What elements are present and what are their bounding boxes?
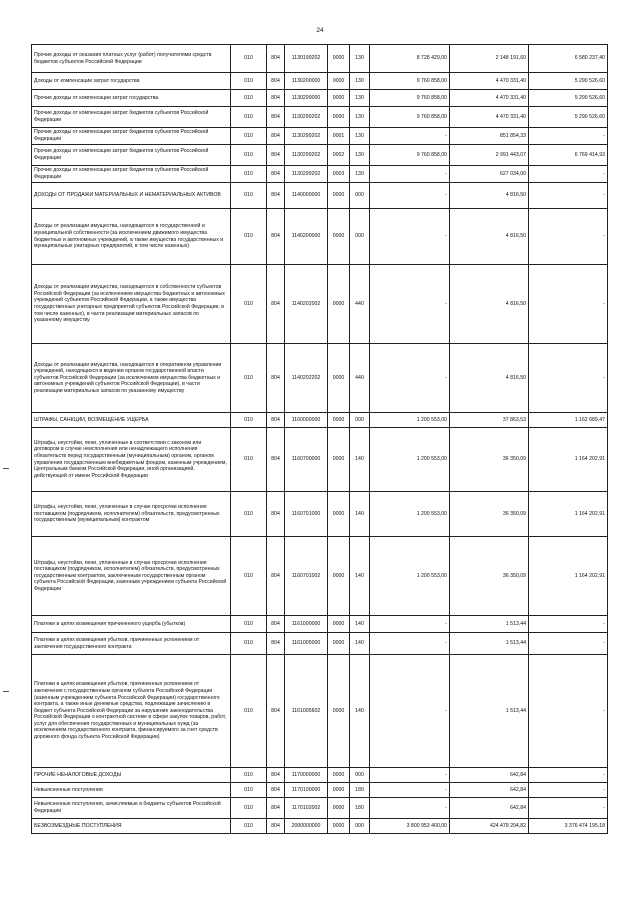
- row-revenue-code: 1161005000: [285, 633, 328, 655]
- row-remaining: 6 580 237,40: [529, 45, 608, 73]
- row-name: Штрафы, неустойки, пени, уплаченные в случае просрочки исполнения поставщиком (подрядчиком, исполнителем) обязательств, предусмотренных государственным контрактом, заключенным государственным органом субъекта Российской Федерации, казенным учреждением субъекта Российской Федерации: [32, 537, 231, 616]
- row-subtype-code: 0000: [328, 413, 350, 428]
- row-executed: 1 513,44: [450, 655, 529, 768]
- table-row: [32, 655, 608, 768]
- row-class-code: 130: [350, 145, 370, 166]
- row-line-code: 010: [231, 492, 267, 537]
- row-line-code: 010: [231, 768, 267, 783]
- row-revenue-code: 1130299202: [285, 107, 328, 128]
- row-name: ДОХОДЫ ОТ ПРОДАЖИ МАТЕРИАЛЬНЫХ И НЕМАТЕРИАЛЬНЫХ АКТИВОВ: [32, 183, 231, 209]
- table-row: [32, 768, 608, 783]
- row-name: Штрафы, неустойки, пени, уплаченные в случае просрочки исполнения поставщиком (подрядчиком, исполнителем) обязательств, предусмотренных государственным (муниципальным) контрактом: [32, 492, 231, 537]
- row-planned: -: [370, 183, 450, 209]
- row-name: Доходы от реализации имущества, находящегося в оперативном управлении учреждений, находящихся в ведении органов государственной власти субъектов Российской Федерации (за исключением имущества бюджетных и автономных учреждений субъектов Российской Федерации), в части реализации материальных запасов по указанному имуществу: [32, 344, 231, 413]
- row-revenue-code: 1140000000: [285, 183, 328, 209]
- row-subtype-code: 0000: [328, 73, 350, 90]
- row-executed: 4 470 331,40: [450, 90, 529, 107]
- row-name: Платежи в целях возмещения убытков, причиненных уклонением от заключения с государственным органом субъекта Российской Федерации (казенным учреждением субъекта Российской Федерации) государственного контракта, а также иные денежные средства, подлежащие зачислению в бюджет субъекта Российской Федерации за нарушение законодательства Российской Федерации о контрактной системе в сфере закупок товаров, работ, услуг для обеспечения государственных и муниципальных нужд (за исключением государственного контракта, финансируемого за счет средств дорожного фонда субъекта Российской Федерации): [32, 655, 231, 768]
- row-executed: 642,84: [450, 798, 529, 819]
- row-remaining: 5 290 526,60: [529, 90, 608, 107]
- row-admin-code: 804: [267, 45, 285, 73]
- row-line-code: 010: [231, 90, 267, 107]
- row-admin-code: 804: [267, 265, 285, 344]
- row-admin-code: 804: [267, 145, 285, 166]
- row-name: Доходы от компенсации затрат государства: [32, 73, 231, 90]
- row-executed: 36 350,09: [450, 537, 529, 616]
- row-planned: 1 200 553,00: [370, 492, 450, 537]
- row-name: Невыясненные поступления: [32, 783, 231, 798]
- row-revenue-code: 1140202202: [285, 344, 328, 413]
- table-row: [32, 413, 608, 428]
- row-admin-code: 804: [267, 344, 285, 413]
- table-row: [32, 209, 608, 265]
- row-remaining: -: [529, 798, 608, 819]
- row-revenue-code: 1130299202: [285, 145, 328, 166]
- row-revenue-code: 1130299202: [285, 128, 328, 145]
- row-revenue-code: 1130299202: [285, 166, 328, 183]
- row-name: Прочие доходы от компенсации затрат бюджетов субъектов Российской Федерации: [32, 128, 231, 145]
- table-row: [32, 166, 608, 183]
- row-class-code: 180: [350, 783, 370, 798]
- row-remaining: -: [529, 265, 608, 344]
- row-planned: 9 760 858,00: [370, 73, 450, 90]
- row-admin-code: 804: [267, 783, 285, 798]
- row-revenue-code: 1130200000: [285, 73, 328, 90]
- row-name: Прочие доходы от компенсации затрат бюджетов субъектов Российской Федерации: [32, 145, 231, 166]
- row-name: ПРОЧИЕ НЕНАЛОГОВЫЕ ДОХОДЫ: [32, 768, 231, 783]
- row-class-code: 130: [350, 45, 370, 73]
- row-executed: 36 350,09: [450, 428, 529, 492]
- row-planned: 1 200 553,00: [370, 537, 450, 616]
- row-line-code: 010: [231, 783, 267, 798]
- row-planned: 1 200 553,00: [370, 428, 450, 492]
- row-executed: 627 034,00: [450, 166, 529, 183]
- row-line-code: 010: [231, 798, 267, 819]
- row-subtype-code: 0000: [328, 265, 350, 344]
- row-executed: 424 479 204,82: [450, 819, 529, 834]
- row-planned: 9 760 858,00: [370, 107, 450, 128]
- row-line-code: 010: [231, 819, 267, 834]
- row-admin-code: 804: [267, 633, 285, 655]
- row-name: Штрафы, неустойки, пени, уплаченные в соответствии с законом или договором в случае неисполнения или ненадлежащего исполнения обязательств перед государственным (муниципальным) органом, органом управления государственным внебюджетным фондом, казенным учреждением, Центральным банком Российской Федерации, иной организацией, действующей от имени Российской Федерации: [32, 428, 231, 492]
- row-planned: -: [370, 265, 450, 344]
- row-remaining: 5 290 526,60: [529, 73, 608, 90]
- table-row: [32, 265, 608, 344]
- table-row: [32, 428, 608, 492]
- row-line-code: 010: [231, 633, 267, 655]
- table-row: [32, 45, 608, 73]
- row-line-code: 010: [231, 413, 267, 428]
- row-remaining: -: [529, 616, 608, 633]
- row-executed: 4 470 331,40: [450, 73, 529, 90]
- row-class-code: 000: [350, 768, 370, 783]
- row-class-code: 140: [350, 428, 370, 492]
- row-executed: 4 470 331,40: [450, 107, 529, 128]
- row-planned: -: [370, 655, 450, 768]
- row-name: Доходы от реализации имущества, находящегося в государственной и муниципальной собственности (за исключением движимого имущества бюджетных и автономных учреждений, а также имущества государственных и муниципальных унитарных предприятий, в том числе казенных): [32, 209, 231, 265]
- row-executed: 851 854,33: [450, 128, 529, 145]
- row-planned: 1 200 553,00: [370, 413, 450, 428]
- row-subtype-code: 0000: [328, 45, 350, 73]
- row-subtype-code: 0000: [328, 107, 350, 128]
- row-remaining: 6 769 414,93: [529, 145, 608, 166]
- row-admin-code: 804: [267, 128, 285, 145]
- row-planned: -: [370, 783, 450, 798]
- row-class-code: 000: [350, 183, 370, 209]
- row-admin-code: 804: [267, 428, 285, 492]
- row-class-code: 000: [350, 819, 370, 834]
- row-remaining: -: [529, 783, 608, 798]
- row-executed: 1 513,44: [450, 633, 529, 655]
- row-planned: -: [370, 128, 450, 145]
- row-remaining: 1 162 689,47: [529, 413, 608, 428]
- row-class-code: 000: [350, 209, 370, 265]
- row-class-code: 130: [350, 107, 370, 128]
- row-remaining: -: [529, 183, 608, 209]
- row-subtype-code: 0000: [328, 90, 350, 107]
- row-planned: 9 760 858,00: [370, 90, 450, 107]
- row-class-code: 440: [350, 265, 370, 344]
- table-row: [32, 798, 608, 819]
- row-admin-code: 804: [267, 616, 285, 633]
- row-remaining: 1 164 202,91: [529, 428, 608, 492]
- row-admin-code: 804: [267, 768, 285, 783]
- row-line-code: 010: [231, 166, 267, 183]
- row-executed: 36 350,09: [450, 492, 529, 537]
- row-name: ШТРАФЫ, САНКЦИИ, ВОЗМЕЩЕНИЕ УЩЕРБА: [32, 413, 231, 428]
- row-revenue-code: 1170100000: [285, 783, 328, 798]
- row-planned: -: [370, 633, 450, 655]
- row-name: Прочие доходы от оказания платных услуг (работ) получателями средств бюджетов субъектов Российской Федерации: [32, 45, 231, 73]
- row-executed: 2 991 443,07: [450, 145, 529, 166]
- revenue-table: [31, 44, 608, 834]
- row-remaining: -: [529, 166, 608, 183]
- row-executed: 642,84: [450, 768, 529, 783]
- row-remaining: 5 290 526,60: [529, 107, 608, 128]
- table-row: [32, 145, 608, 166]
- row-line-code: 010: [231, 73, 267, 90]
- row-remaining: -: [529, 633, 608, 655]
- table-row: [32, 90, 608, 107]
- row-line-code: 010: [231, 616, 267, 633]
- row-name: Доходы от реализации имущества, находящегося в собственности субъектов Российской Федерации (за исключением имущества бюджетных и автономных учреждений субъектов Российской Федерации, а также имущества государственных унитарных предприятий субъектов Российской Федерации, в том числе казенных), в части реализации материальных запасов по указанному имуществу: [32, 265, 231, 344]
- row-revenue-code: 1170102002: [285, 798, 328, 819]
- row-line-code: 010: [231, 209, 267, 265]
- row-admin-code: 804: [267, 183, 285, 209]
- page-number: 24: [316, 27, 324, 34]
- row-line-code: 010: [231, 344, 267, 413]
- row-executed: 1 513,44: [450, 616, 529, 633]
- row-subtype-code: 0000: [328, 798, 350, 819]
- row-class-code: 180: [350, 798, 370, 819]
- row-subtype-code: 0000: [328, 344, 350, 413]
- row-remaining: -: [529, 128, 608, 145]
- row-executed: 642,84: [450, 783, 529, 798]
- row-planned: -: [370, 209, 450, 265]
- row-admin-code: 804: [267, 413, 285, 428]
- row-executed: 4 816,50: [450, 209, 529, 265]
- row-admin-code: 804: [267, 655, 285, 768]
- row-line-code: 010: [231, 537, 267, 616]
- row-name: Прочие доходы от компенсации затрат бюджетов субъектов Российской Федерации: [32, 107, 231, 128]
- row-admin-code: 804: [267, 73, 285, 90]
- row-subtype-code: 0003: [328, 166, 350, 183]
- row-admin-code: 804: [267, 209, 285, 265]
- row-planned: -: [370, 768, 450, 783]
- row-class-code: 140: [350, 492, 370, 537]
- row-class-code: 130: [350, 128, 370, 145]
- row-executed: 2 148 191,60: [450, 45, 529, 73]
- margin-mark: [3, 691, 9, 692]
- row-class-code: 130: [350, 90, 370, 107]
- row-admin-code: 804: [267, 107, 285, 128]
- row-remaining: 3 376 474 195,18: [529, 819, 608, 834]
- row-remaining: -: [529, 655, 608, 768]
- table-row: [32, 183, 608, 209]
- table-row: [32, 633, 608, 655]
- row-executed: 4 816,50: [450, 344, 529, 413]
- row-admin-code: 804: [267, 492, 285, 537]
- row-name: БЕЗВОЗМЕЗДНЫЕ ПОСТУПЛЕНИЯ: [32, 819, 231, 834]
- row-name: Невыясненные поступления, зачисляемые в бюджеты субъектов Российской Федерации: [32, 798, 231, 819]
- row-admin-code: 804: [267, 166, 285, 183]
- table-row: [32, 128, 608, 145]
- row-executed: 4 816,50: [450, 265, 529, 344]
- row-revenue-code: 1160000000: [285, 413, 328, 428]
- table-row: [32, 783, 608, 798]
- row-revenue-code: 1161005602: [285, 655, 328, 768]
- row-subtype-code: 0000: [328, 768, 350, 783]
- row-subtype-code: 0000: [328, 209, 350, 265]
- row-line-code: 010: [231, 107, 267, 128]
- row-name: Прочие доходы от компенсации затрат бюджетов субъектов Российской Федерации: [32, 166, 231, 183]
- row-class-code: 130: [350, 73, 370, 90]
- row-revenue-code: 1140200000: [285, 209, 328, 265]
- row-subtype-code: 0000: [328, 183, 350, 209]
- row-revenue-code: 1170000000: [285, 768, 328, 783]
- row-line-code: 010: [231, 183, 267, 209]
- row-class-code: 000: [350, 413, 370, 428]
- row-admin-code: 804: [267, 798, 285, 819]
- row-remaining: 1 164 202,91: [529, 492, 608, 537]
- row-subtype-code: 0000: [328, 655, 350, 768]
- row-name: Прочие доходы от компенсации затрат государства: [32, 90, 231, 107]
- row-admin-code: 804: [267, 537, 285, 616]
- row-planned: -: [370, 798, 450, 819]
- row-planned: -: [370, 166, 450, 183]
- row-subtype-code: 0000: [328, 492, 350, 537]
- row-remaining: -: [529, 344, 608, 413]
- row-line-code: 010: [231, 128, 267, 145]
- row-revenue-code: 1140202002: [285, 265, 328, 344]
- row-remaining: -: [529, 768, 608, 783]
- row-subtype-code: 0000: [328, 616, 350, 633]
- table-row: [32, 819, 608, 834]
- row-class-code: 140: [350, 537, 370, 616]
- table-row: [32, 344, 608, 413]
- margin-mark: [3, 468, 9, 469]
- row-revenue-code: 1130199202: [285, 45, 328, 73]
- row-class-code: 440: [350, 344, 370, 413]
- row-class-code: 140: [350, 655, 370, 768]
- row-revenue-code: 2000000000: [285, 819, 328, 834]
- row-subtype-code: 0002: [328, 145, 350, 166]
- row-remaining: -: [529, 209, 608, 265]
- row-subtype-code: 0000: [328, 428, 350, 492]
- row-revenue-code: 1160701000: [285, 492, 328, 537]
- row-revenue-code: 1130299000: [285, 90, 328, 107]
- row-planned: 3 800 953 400,00: [370, 819, 450, 834]
- row-planned: 9 760 858,00: [370, 145, 450, 166]
- row-class-code: 140: [350, 633, 370, 655]
- row-class-code: 140: [350, 616, 370, 633]
- row-subtype-code: 0001: [328, 128, 350, 145]
- row-subtype-code: 0000: [328, 819, 350, 834]
- row-line-code: 010: [231, 145, 267, 166]
- row-subtype-code: 0000: [328, 783, 350, 798]
- table-row: [32, 616, 608, 633]
- table-row: [32, 107, 608, 128]
- row-admin-code: 804: [267, 819, 285, 834]
- row-name: Платежи в целях возмещения причиненного ущерба (убытков): [32, 616, 231, 633]
- row-planned: 8 728 429,00: [370, 45, 450, 73]
- row-revenue-code: 1160701002: [285, 537, 328, 616]
- table-row: [32, 537, 608, 616]
- row-revenue-code: 1161000000: [285, 616, 328, 633]
- row-revenue-code: 1160700000: [285, 428, 328, 492]
- row-line-code: 010: [231, 265, 267, 344]
- row-remaining: 1 164 202,91: [529, 537, 608, 616]
- row-name: Платежи в целях возмещения убытков, причиненных уклонением от заключения государственного контракта: [32, 633, 231, 655]
- row-line-code: 010: [231, 45, 267, 73]
- row-class-code: 130: [350, 166, 370, 183]
- row-planned: -: [370, 616, 450, 633]
- row-line-code: 010: [231, 428, 267, 492]
- row-planned: -: [370, 344, 450, 413]
- row-executed: 37 863,53: [450, 413, 529, 428]
- row-line-code: 010: [231, 655, 267, 768]
- row-subtype-code: 0000: [328, 537, 350, 616]
- row-admin-code: 804: [267, 90, 285, 107]
- table-row: [32, 73, 608, 90]
- row-executed: 4 816,50: [450, 183, 529, 209]
- table-row: [32, 492, 608, 537]
- row-subtype-code: 0000: [328, 633, 350, 655]
